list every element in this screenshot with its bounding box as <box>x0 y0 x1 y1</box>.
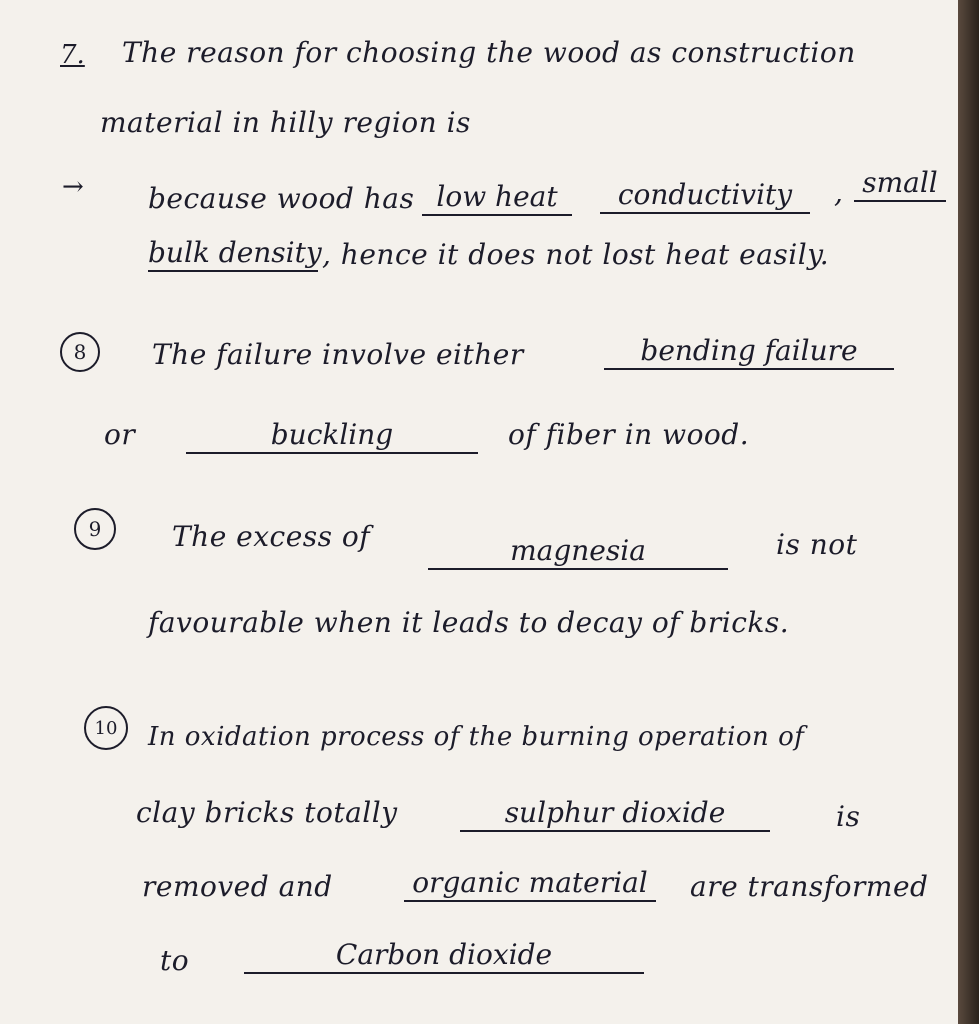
question-8-line-2-suffix: of fiber in wood. <box>508 418 750 451</box>
question-8-number-circle <box>60 332 100 372</box>
answer-magnesia: magnesia <box>428 534 728 570</box>
page-edge-shadow <box>958 0 979 1024</box>
question-7-line-1: The reason for choosing the wood as construction <box>122 36 856 69</box>
answer-organic-material: organic material <box>404 866 656 902</box>
question-9-line-1-suffix: is not <box>776 528 858 561</box>
question-10-number: 10 <box>94 717 118 739</box>
question-9-number: 9 <box>88 517 102 541</box>
question-10-line-2-suffix: is <box>836 800 861 833</box>
question-7-number: 7. <box>60 40 85 70</box>
question-9-line-1: The excess of <box>172 520 371 553</box>
answer-low-heat: low heat <box>422 180 572 216</box>
or-label: or <box>104 418 136 451</box>
question-7-line-2: material in hilly region is <box>100 106 471 139</box>
question-10-line-2-prefix: clay bricks totally <box>136 796 398 829</box>
question-9-number-circle <box>74 508 116 550</box>
answer-sulphur-dioxide: sulphur dioxide <box>460 796 770 832</box>
question-8-line-1: The failure involve either <box>152 338 524 371</box>
answer-conductivity: conductivity <box>600 178 810 214</box>
question-10-line-3-suffix: are transformed <box>690 870 929 903</box>
question-10-line-3-prefix: removed and <box>142 870 333 903</box>
question-8-number: 8 <box>73 340 87 364</box>
arrow-icon: → <box>62 172 84 202</box>
question-10-number-circle <box>84 706 128 750</box>
question-10-line-1: In oxidation process of the burning operation of <box>148 722 805 752</box>
answer-carbon-dioxide: Carbon dioxide <box>244 938 644 974</box>
question-10-line-4-prefix: to <box>160 944 190 977</box>
question-7-answer-prefix: because wood has <box>148 182 415 215</box>
separator-comma: , <box>834 176 844 209</box>
answer-small: small <box>854 166 946 202</box>
answer-bending-failure: bending failure <box>604 334 894 370</box>
answer-buckling: buckling <box>186 418 478 454</box>
answer-bulk-density: bulk density <box>148 236 318 272</box>
question-7-answer-suffix: , hence it does not lost heat easily. <box>322 238 830 271</box>
question-9-line-2: favourable when it leads to decay of bricks. <box>148 606 790 639</box>
